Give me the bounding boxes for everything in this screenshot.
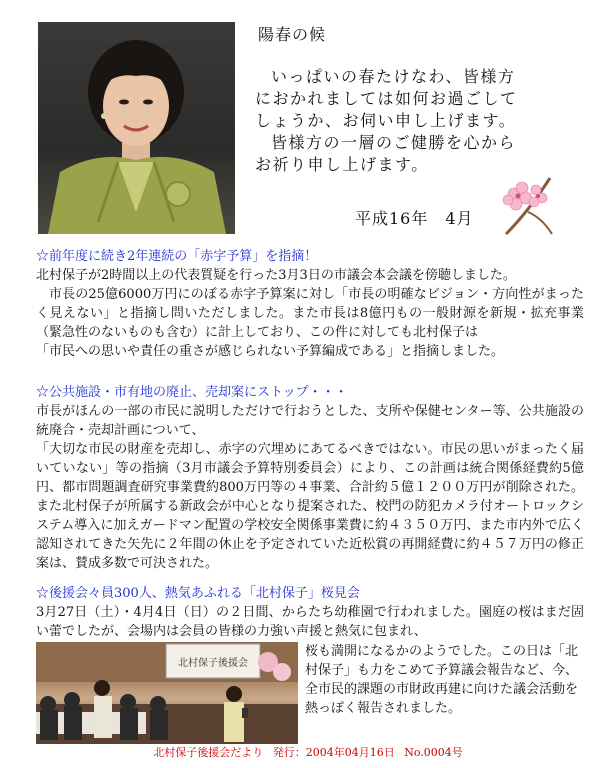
section-body bbox=[36, 402, 584, 573]
greeting-title: 陽春の候 bbox=[258, 25, 327, 44]
paragraph: 北村保子が2時間以上の代表質疑を行った3月3日の市議会本会議を傍聴しました。 bbox=[36, 268, 516, 283]
portrait-image bbox=[38, 22, 235, 234]
greeting-date: 平成16年 4月 bbox=[355, 209, 474, 228]
greeting-line: しょうか、お伺い申し上げます。 bbox=[255, 111, 517, 130]
section-deficit-budget bbox=[36, 247, 584, 361]
issue-date: 発行：2004年04月16日 bbox=[272, 746, 395, 759]
paragraph: 市長の25億6000万円にのぼる赤字予算案に対し「市長の明確なビジョン・方向性がまったく見えない」と指摘し問いただしました。また市長は8億円もの一般財源を新規・拡充事業（緊急性のないものも含む）に計上しており、この件に対しても北村保子は bbox=[36, 287, 584, 340]
section-body bbox=[36, 603, 584, 641]
greeting-line: 皆様方の一層のご健勝を心から bbox=[271, 133, 517, 152]
paragraph: 「市民への思いや責任の重さが感じられない予算編成である」と指摘しました。 bbox=[36, 344, 505, 359]
newsletter-name: 北村保子後援会だより bbox=[153, 746, 264, 759]
issue-number: No.0004号 bbox=[404, 746, 463, 759]
paragraph: 3月27日（土）・4月4日（日）の２日間、からたち幼稚園で行われました。園庭の桜はまだ固い蕾でしたが、会場内は会員の皆様の力強い声援と熱気に包まれ、 bbox=[36, 605, 584, 639]
greeting-line: いっぱいの春たけなわ、皆様方 bbox=[271, 67, 516, 86]
greeting-line: お祈り申し上げます。 bbox=[255, 155, 429, 174]
event-photo bbox=[36, 642, 298, 744]
section-cherry-blossom-party bbox=[36, 584, 584, 641]
paragraph: 市長がほんの一部の市民に説明しただけで行おうとした、支所や保健センター等、公共施設の統廃合・売却計画について、 bbox=[36, 404, 584, 438]
section-title: ☆公共施設・市有地の廃止、売却案にストップ・・・ bbox=[36, 385, 348, 400]
section-public-facilities bbox=[36, 383, 584, 573]
greeting-body bbox=[255, 66, 555, 176]
greeting-line: におかれましては如何お過ごして bbox=[255, 89, 518, 108]
section-title: ☆後援会々員300人、熱気あふれる「北村保子」桜見会 bbox=[36, 586, 360, 601]
footer bbox=[0, 744, 610, 760]
paragraph-side: 桜も満開になるかのようでした。この日は「北村保子」も力をこめて予算議会報告など、今、全市民的課題の市財政再建に向けた議会活動を熱っぽく報告されました。 bbox=[305, 644, 579, 716]
photo-banner-text: 北村保子後援会 bbox=[178, 658, 248, 669]
section-title: ☆前年度に続き2年連続の「赤字予算」を指摘！ bbox=[36, 249, 318, 264]
portrait-photo bbox=[38, 22, 235, 234]
section-body bbox=[36, 266, 584, 361]
event-photo-image bbox=[36, 642, 298, 744]
paragraph: 「大切な市民の財産を売却し、赤字の穴埋めにあてるべきではない。市民の思いがまったく届いていない」等の指摘（3月市議会予算特別委員会）により、この計画は統合関係経費約5億円、都市問題調査研究事業費約800万円等の４事業、合計約５億１２００万円が削除された。また北村保子が所属する新政会が中心となり提案された、校門の防犯カメラ付オートロックシステム導入に加えガードマン配置の学校安全関係事業費に約４３５０万円、また市内外で広く認知されてきた矢先に２年間の休止を予定されていた近松賞の再開経費に約４５７万円の修正案は、賛成多数で可決された。 bbox=[36, 442, 584, 571]
cherry-blossom-icon bbox=[498, 172, 556, 242]
